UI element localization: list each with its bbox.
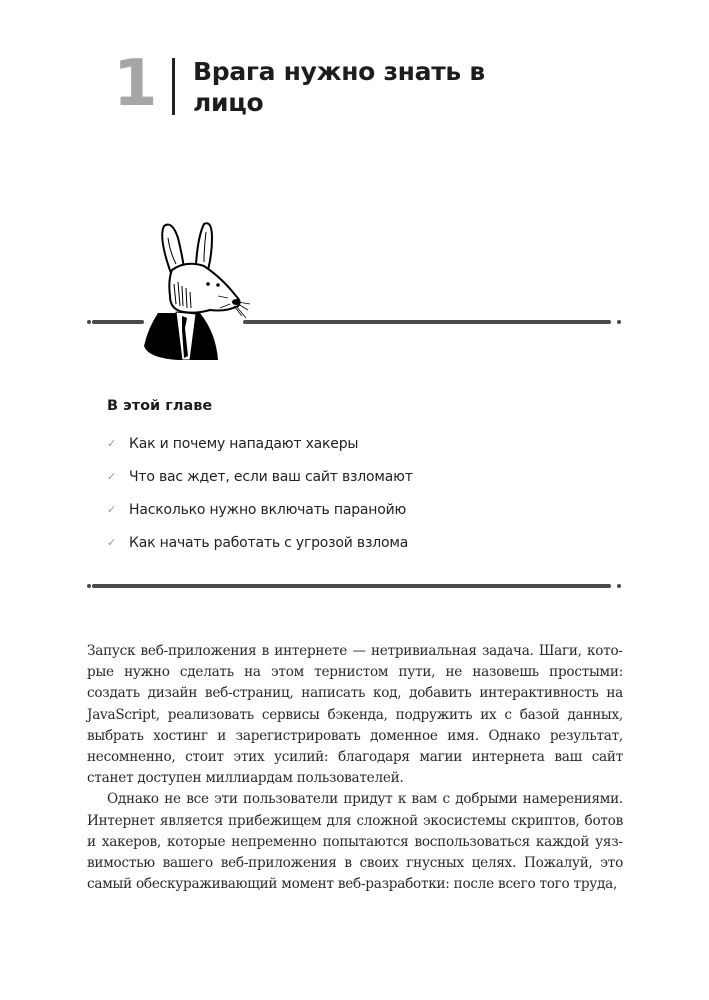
list-item — [107, 460, 413, 493]
rule-end-dot-left — [87, 320, 91, 324]
list-item — [107, 526, 413, 559]
check-icon: ✓ — [107, 437, 117, 450]
rabbit-in-suit-illustration — [138, 218, 253, 360]
check-icon: ✓ — [107, 470, 117, 483]
check-icon: ✓ — [107, 503, 117, 516]
bottom-rule — [92, 584, 611, 588]
body-text — [87, 641, 623, 895]
list-item — [107, 493, 413, 526]
top-rule-right-segment — [243, 320, 611, 324]
chapter-title-divider — [172, 58, 175, 115]
rule-end-dot-left — [87, 584, 91, 588]
list-item-label: Как начать работать с угрозой взлома — [129, 534, 409, 551]
rule-end-dot-right — [617, 320, 621, 324]
top-rule-left-segment — [92, 320, 144, 324]
paragraph: Запуск веб-приложения в интернете — нетривиальная задача. Шаги, которые нужно сделать на этом тернистом пути, не назовешь простыми: создать дизайн веб-страниц, написать код, добавить интерактивность на JavaScript, реализовать сервисы бэкенда, подружить их с базой данных, выбрать хостинг и зарегистрировать доменное имя. Однако результат, несомненно, стоит этих усилий: благодаря магии интернета ваш сайт станет доступен миллиардам пользователей. — [87, 643, 623, 787]
in-this-chapter-heading: В этой главе — [107, 398, 213, 414]
paragraph: Однако не все эти пользователи придут к вам с добрыми намерениями. Интернет является прибежищем для сложной экосистемы скриптов, ботов и хакеров, которые непременно попытаются воспользоваться каждой уязвимостью вашего веб-приложения в своих гнусных целях. Пожалуй, это самый обескураживающий момент веб-разработки: после всего того труда, — [87, 791, 623, 893]
check-icon: ✓ — [107, 536, 117, 549]
rule-end-dot-right — [617, 584, 621, 588]
in-this-chapter-list — [107, 427, 413, 559]
list-item-label: Как и почему нападают хакеры — [129, 435, 359, 452]
chapter-number: 1 — [113, 47, 156, 121]
list-item-label: Насколько нужно включать паранойю — [129, 501, 407, 518]
chapter-title: Врага нужно знать в лицо — [193, 57, 485, 117]
list-item-label: Что вас ждет, если ваш сайт взломают — [129, 468, 413, 485]
list-item — [107, 427, 413, 460]
